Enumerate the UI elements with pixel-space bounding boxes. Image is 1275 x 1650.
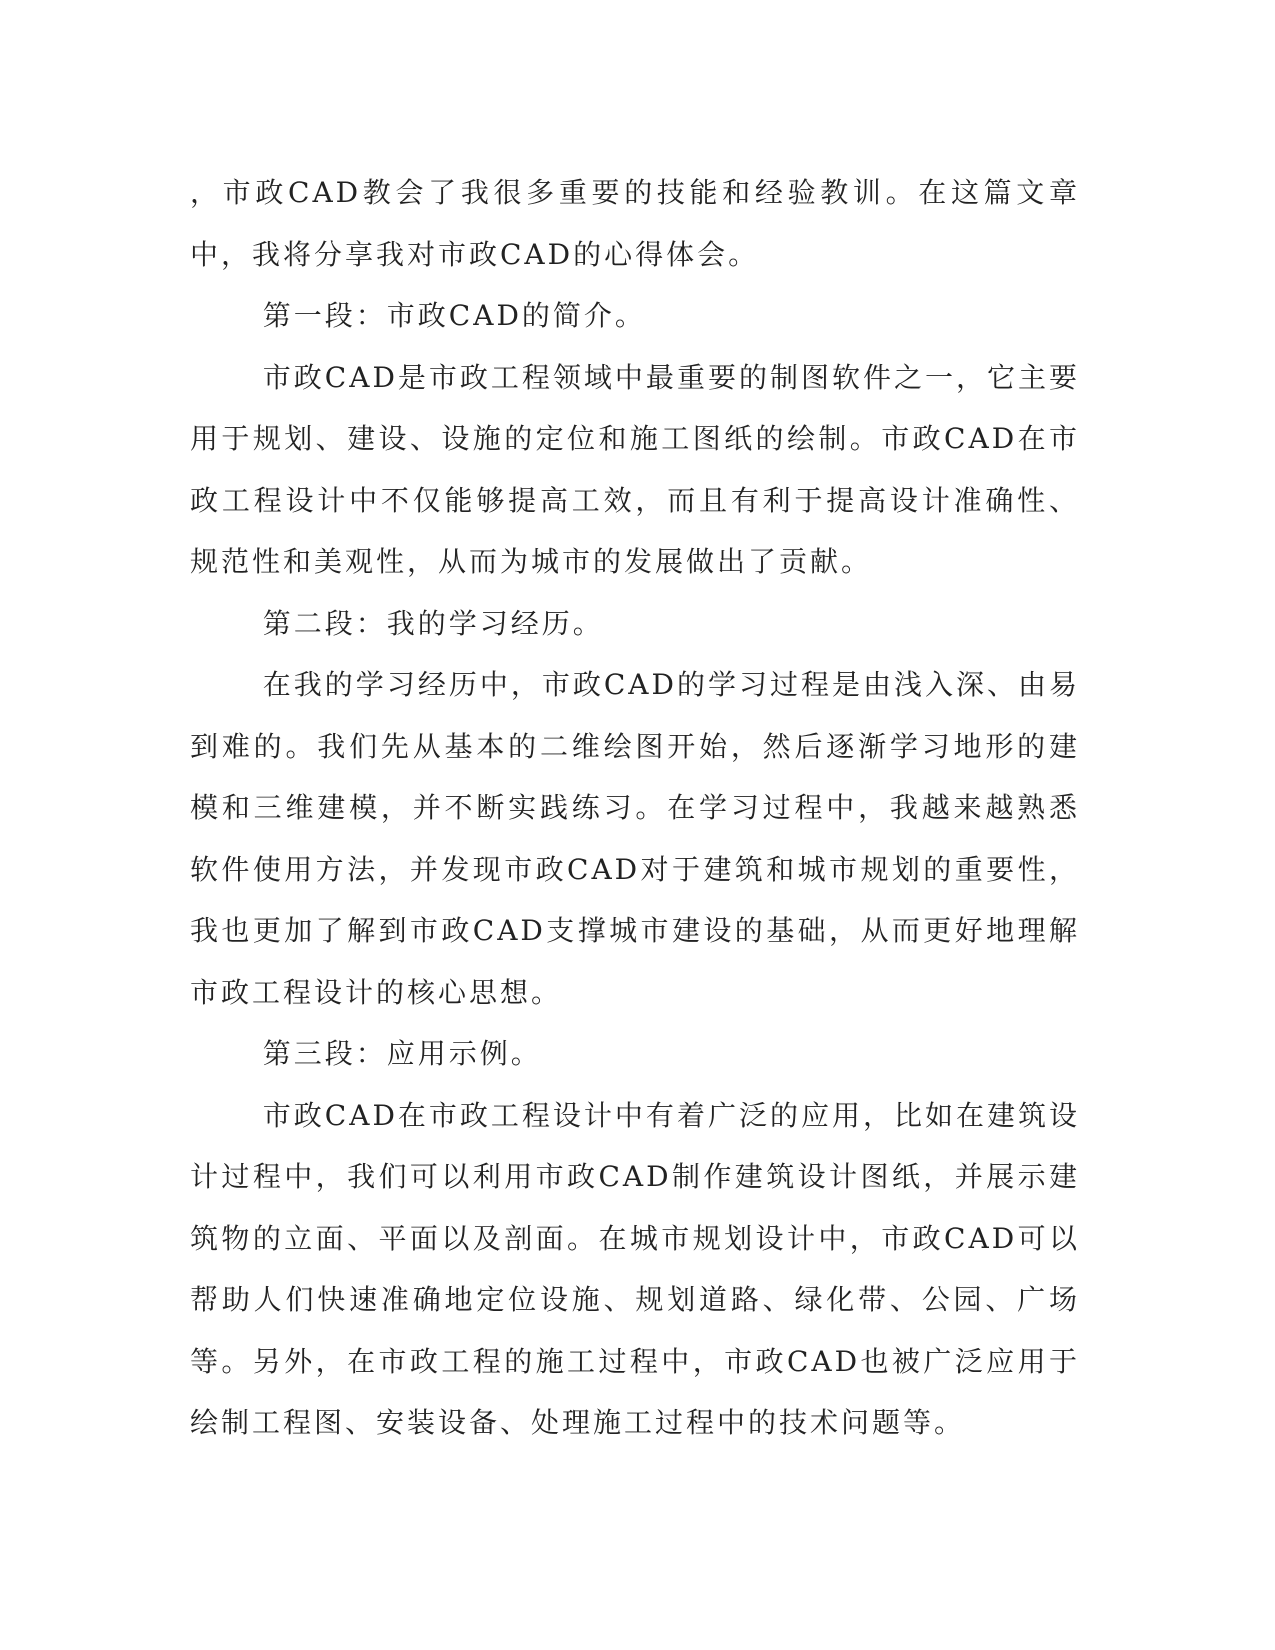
section-heading-3: 第三段：应用示例。 — [262, 1037, 542, 1070]
paragraph-application-examples: 市政CAD在市政工程设计中有着广泛的应用，比如在建筑设计过程中，我们可以利用市政CAD制作建筑设计图纸，并展示建筑物的立面、平面以及剖面。在城市规划设计中，市政CAD可以帮助人们快速准确地定位设施、规划道路、绿化带、公园、广场等。另外，在市政工程的施工过程中，市政CAD也被广泛应用于绘制工程图、安装设备、处理施工过程中的技术问题等。 — [190, 1098, 1080, 1439]
document-body — [190, 162, 1080, 1454]
paragraph-introduction: 市政CAD是市政工程领域中最重要的制图软件之一，它主要用于规划、建设、设施的定位和施工图纸的绘制。市政CAD在市政工程设计中不仅能够提高工效，而且有利于提高设计准确性、规范性和美观性，从而为城市的发展做出了贡献。 — [190, 360, 1080, 578]
paragraph-learning-experience: 在我的学习经历中，市政CAD的学习过程是由浅入深、由易到难的。我们先从基本的二维绘图开始，然后逐渐学习地形的建模和三维建模，并不断实践练习。在学习过程中，我越来越熟悉软件使用方法，并发现市政CAD对于建筑和城市规划的重要性，我也更加了解到市政CAD支撑城市建设的基础，从而更好地理解市政工程设计的核心思想。 — [190, 668, 1080, 1009]
section-heading-1: 第一段：市政CAD的简介。 — [262, 299, 646, 332]
paragraph-intro-continuation: ，市政CAD教会了我很多重要的技能和经验教训。在这篇文章中，我将分享我对市政CAD的心得体会。 — [190, 176, 1080, 271]
section-heading-2: 第二段：我的学习经历。 — [262, 606, 604, 640]
